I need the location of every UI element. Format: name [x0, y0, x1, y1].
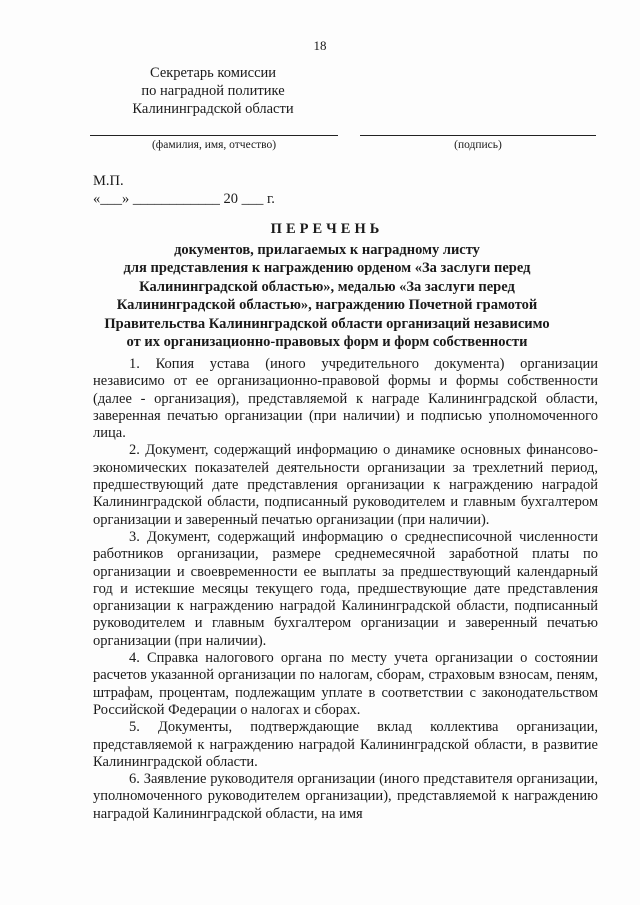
stamp-block — [93, 172, 275, 208]
date-line: «___» ____________ 20 ___ г. — [93, 191, 275, 207]
list-item: 1. Копия устава (иного учредительного документа) организации независимо от ее организационно-правовой формы и формы собственности (далее - организация), представляемой к награде Калининградской области, заверенная печатью организации (при наличии) и подписью уполномоченного лица. — [93, 356, 598, 442]
secretary-line: по наградной политике — [141, 83, 285, 99]
signature-label: (подпись) — [454, 139, 502, 151]
secretary-line: Секретарь комиссии — [149, 65, 277, 81]
title-main: ПЕРЕЧЕНЬ — [270, 221, 384, 237]
list-item: 5. Документы, подтверждающие вклад коллектива организации, представляемой к награждению наградой Калининградской области, в развитие Калининградской области. — [93, 719, 598, 770]
signature-line — [360, 135, 596, 136]
title-line: Калининградской областью», награждению Почетной грамотой — [116, 297, 538, 313]
title-line: Правительства Калининградской области организаций независимо — [104, 315, 550, 332]
list-item: 3. Документ, содержащий информацию о среднесписочной численности работников организации, размере среднемесячной заработной платы по организации и своевременности ее выплаты за предшествующий календарный год и истекшие месяцы текущего года, предшествующие дате представления организации к награждению наградой Калининградской области, подписанный руководителем и главным бухгалтером организации и заверенный печатью организации (при наличии). — [93, 528, 598, 649]
document-title — [88, 220, 566, 352]
name-label: (фамилия, имя, отчество) — [151, 139, 277, 151]
mp-label: М.П. — [93, 173, 124, 189]
title-line: документов, прилагаемых к наградному листу — [174, 241, 480, 258]
secretary-line: Калининградской области — [132, 101, 294, 117]
name-signature-line — [90, 135, 338, 136]
title-line: для представления к награждению орденом «За заслуги перед — [123, 260, 531, 276]
page-number: 18 — [313, 38, 327, 53]
title-line: Калининградской областью», медалью «За заслуги перед — [139, 278, 515, 295]
list-item: 4. Справка налогового органа по месту учета организации о состоянии расчетов указанной организации по налогам, сборам, страховым взносам, пеням, штрафам, процентам, подлежащим уплате в соответствии с законодательством Российской Федерации о налогах и сборах. — [93, 650, 598, 718]
document-list — [93, 356, 598, 823]
list-item: 2. Документ, содержащий информацию о динамике основных финансово-экономических показателей деятельности организации за трехлетний период, предшествующий дате представления организации к награждению наградой Калининградской области, подписанный руководителем и главным бухгалтером организации и заверенный печатью организации (при наличии). — [93, 442, 598, 528]
list-item: 6. Заявление руководителя организации (иного представителя организации, уполномоченного руководителем организации), представляемой к награждению наградой Калининградской области, на имя — [93, 771, 598, 822]
title-line: от их организационно-правовых форм и форм собственности — [126, 334, 528, 350]
secretary-block — [118, 64, 308, 118]
